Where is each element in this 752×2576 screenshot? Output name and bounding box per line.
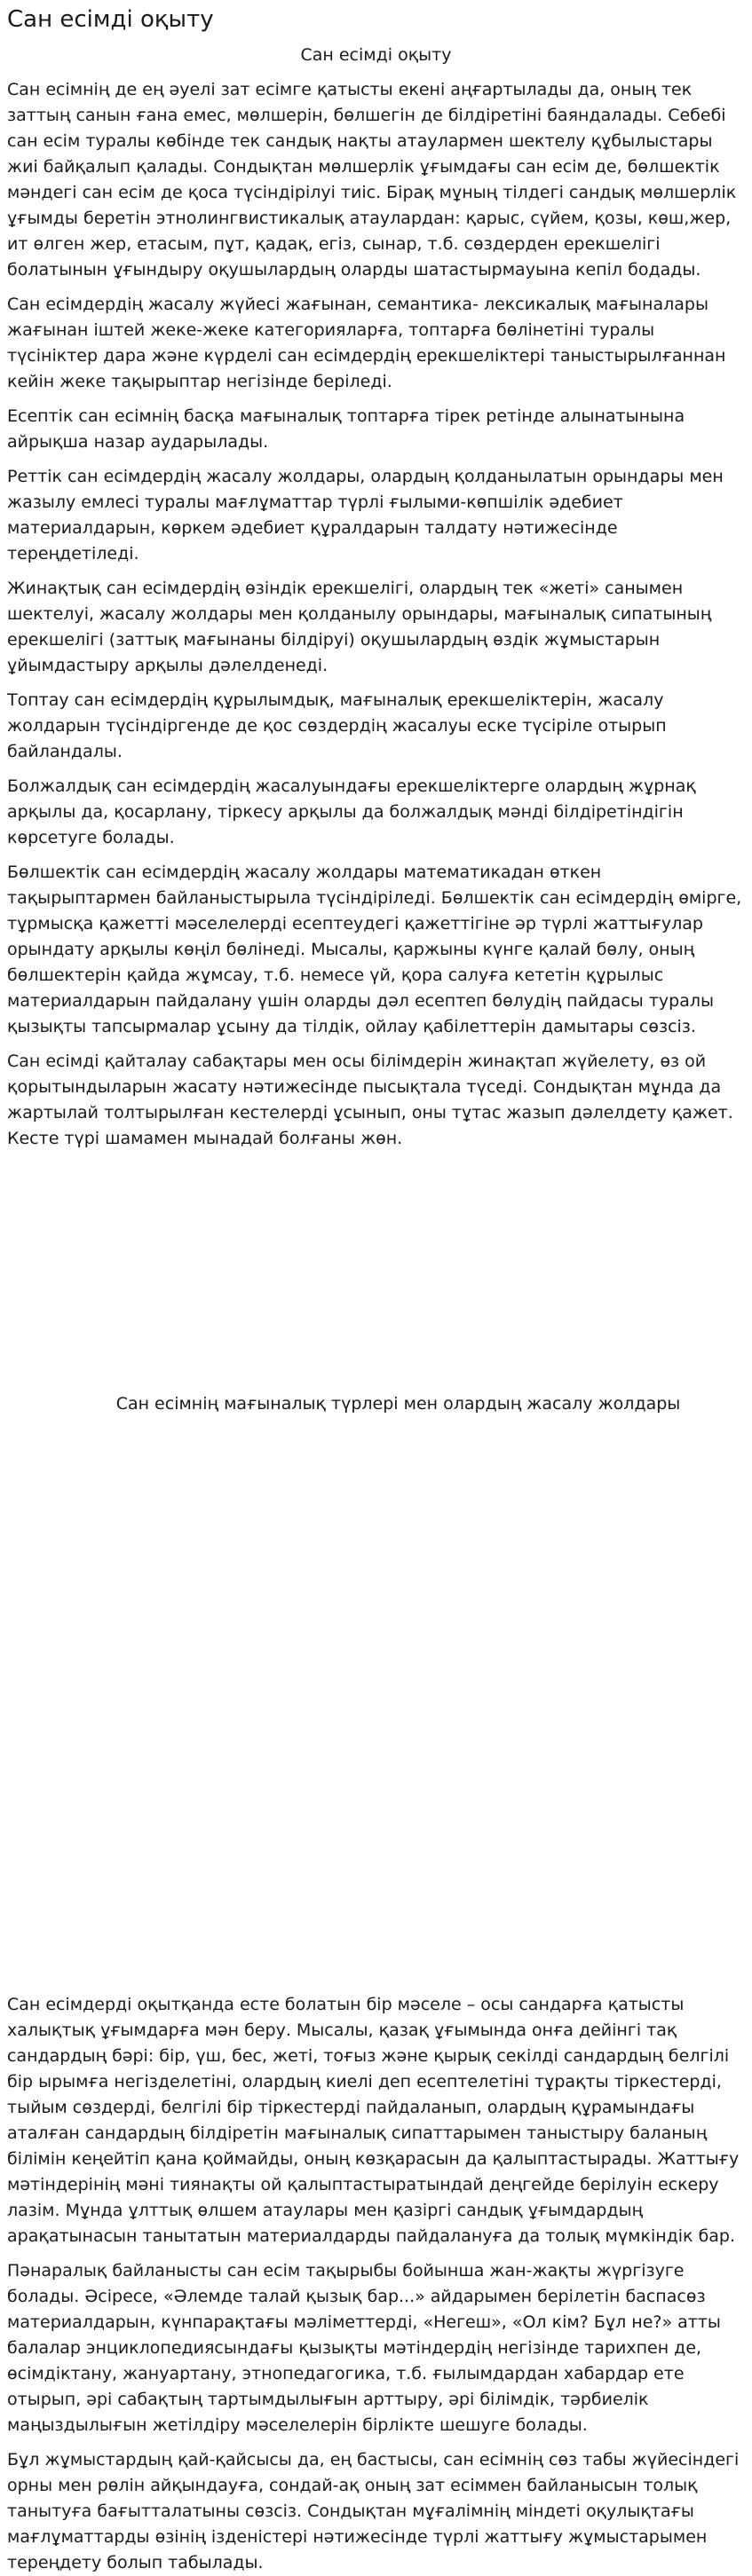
paragraph-distributive: Топтау сан есімдердің құрылымдық, мағыналық ерекшеліктерін, жасалу жолдарын түсіндіргенде де қос сөздердің жасалуы еске түсіріле отырып байландалы.	[7, 690, 667, 761]
section-heading: Сан есімнің мағыналық түрлері мен олардың жасалу жолдары	[115, 1394, 681, 1414]
blank-space	[7, 1415, 745, 1992]
document-subtitle: Сан есімді оқыту	[300, 45, 452, 65]
paragraph-ordinal: Реттік сан есімдердің жасалу жолдары, олардың қолданылатын орындары мен жазылу емлесі туралы мағлұматтар түрлі ғылыми-көпшілік әдебиет материалдарын, көркем әдебиет құралдарын талдату нәтижесінде тереңдетіледі.	[7, 467, 724, 563]
blank-space	[7, 1161, 745, 1393]
paragraph-collective: Жинақтық сан есімдердің өзіндік ерекшелігі, олардың тек «жеті» санымен шектелуі, жасалу жолдары мен қолданылу орындары, мағыналық сипатының ерекшелігі (заттық мағынаны білдіруі) оқушылардың өздік жұмыстарын ұйымдастыру арқылы дәлелденеді.	[7, 579, 712, 675]
paragraph-conclusion: Бұл жұмыстардың қай-қайсысы да, ең бастысы, сан есімнің сөз табы жүйесіндегі орны мен рөлін айқындауға, сондай-ақ оның зат есіммен байланысын толық танытуға бағытталатыны сөзсіз. Сондықтан мұғалімнің міндеті оқулықтағы мағлұматтарды өзінің ізденістері нәтижесінде түрлі жаттығу жұмыстарымен тереңдету болып табылады.	[7, 2450, 740, 2572]
paragraph-interdisciplinary: Пәнаралық байланысты сан есім тақырыбы бойынша жан-жақты жүргізуге болады. Әсіресе, «Әлемде талай қызық бар...» айдарымен берілетін баспасөз материалдарын, күнпарақтағы мәліметтерді, «Негеш», «Ол кім? Бұл не?» атты балалар энциклопедиясындағы қызықты мәтіндердің негізінде тарихпен де, өсімдіктану, жануартану, этнопедагогика, т.б. ғылымдардан хабардар ете отырып, әрі сабақтың тартымдылығын арттыру, әрі білімдік, тәрбиелік маңыздылығын жетілдіру мәселелерін бірлікте шешуге болады.	[7, 2261, 721, 2435]
paragraph-fractional: Бөлшектік сан есімдердің жасалу жолдары математикадан өткен тақырыптармен байланыстырыла түсіндіріледі. Бөлшектік сан есімдердің өмірге, тұрмысқа қажетті мәселелерді есептеудегі қажеттігіне әр түрлі жаттығулар орындату арқылы көңіл бөлінеді. Мысалы, қаржыны күнге қалай бөлу, оның бөлшектерін қайда жұмсау, т.б. немесе үй, қора салуға кететін құрылыс материалдарын пайдалану үшін оларды дәл есептеп бөлудің пайдасы туралы қызықты тапсырмалар ұсыну да тілдік, ойлау қабілеттерін дамытары сөзсіз.	[7, 863, 742, 1036]
paragraph-system: Сан есімдердің жасалу жүйесі жағынан, семантика- лексикалық мағыналары жағынан іштей жеке-жеке категорияларға, топтарға бөлінетіні туралы түсініктер дара және күрделі сан есімдердің ерекшеліктері таныстырылғаннан кейін жеке тақырыптар негізінде беріледі.	[7, 295, 726, 391]
paragraph-approximate: Болжалдық сан есімдердің жасалуындағы ерекшеліктерге олардың жұрнақ арқылы да, қосарлану, тіркесу арқылы да болжалдық мәнді білдіретіндігін көрсетуге болады.	[7, 776, 696, 847]
paragraph-review: Сан есімді қайталау сабақтары мен осы білімдерін жинақтап жүйелету, өз ой қорытындыларын жасату нәтижесінде пысықтала түседі. Сондықтан мұнда да жартылай толтырылған кестелерді ұсынып, оны тұтас жазып дәлелдету қажет. Кесте түрі шамамен мынадай болғаны жөн.	[7, 1052, 733, 1148]
paragraph-cardinal: Есептік сан есімнің басқа мағыналық топтарға тірек ретінде алынатынына айрықша назар аударылады.	[7, 406, 685, 452]
page-title: Сан есімді оқыту	[7, 6, 214, 33]
document-page	[0, 5, 752, 2576]
paragraph-folk-concepts: Сан есімдерді оқытқанда есте болатын бір мәселе – осы сандарға қатысты халықтық ұғымдарға мән беру. Мысалы, қазақ ұғымында онға дейінгі тақ сандардың бәрі: бір, үш, бес, жеті, тоғыз және қырық секілді сандардың белгілі бір ырымға негізделетіні, олардың киелі деп есептелетіні тұрақты тіркестерді, тыйым сөздерді, белгілі бір тіркестерді пайдаланып, олардың құрамындағы аталған сандардың білдіретін мағыналық сипаттарымен таныстыру баланың білімін кеңейтіп қана қоймайды, оның көзқарасын да қалыптастырады. Жаттығу мәтіндерінің мәні тиянақты ой қалыптастыратындай деңгейде берілуін ескеру лазім. Мұнда ұлттық өлшем атаулары мен қазіргі сандық ұғымдардың арақатынасын танытатын материалдарды пайдалануға да толық мүмкіндік бар.	[7, 1995, 740, 2246]
paragraph-intro: Сан есімнің де ең әуелі зат есімге қатысты екені аңғартылады да, оның тек заттың санын ғана емес, мөлшерін, бөлшегін де білдіретіні баяндалады. Себебі сан есім туралы көбінде тек сандық нақты атаулармен шектелу құбылыстары жиі байқалып қалады. Сондықтан мөлшерлік ұғымдағы сан есім де, бөлшектік мәндегі сан есім де қоса түсіндірілуі тиіс. Бірақ мұның тілдегі сандық мөлшерлік ұғымды беретін этнолингвистикалық атаулардан: қарыс, сүйем, қозы, көш,жер, ит өлген жер, етасым, пұт, қадақ, егіз, сынар, т.б. сөздерден ерекшелігі болатынын ұғындыру оқушылардың оларды шатастырмауына кепіл бодады.	[7, 80, 737, 280]
